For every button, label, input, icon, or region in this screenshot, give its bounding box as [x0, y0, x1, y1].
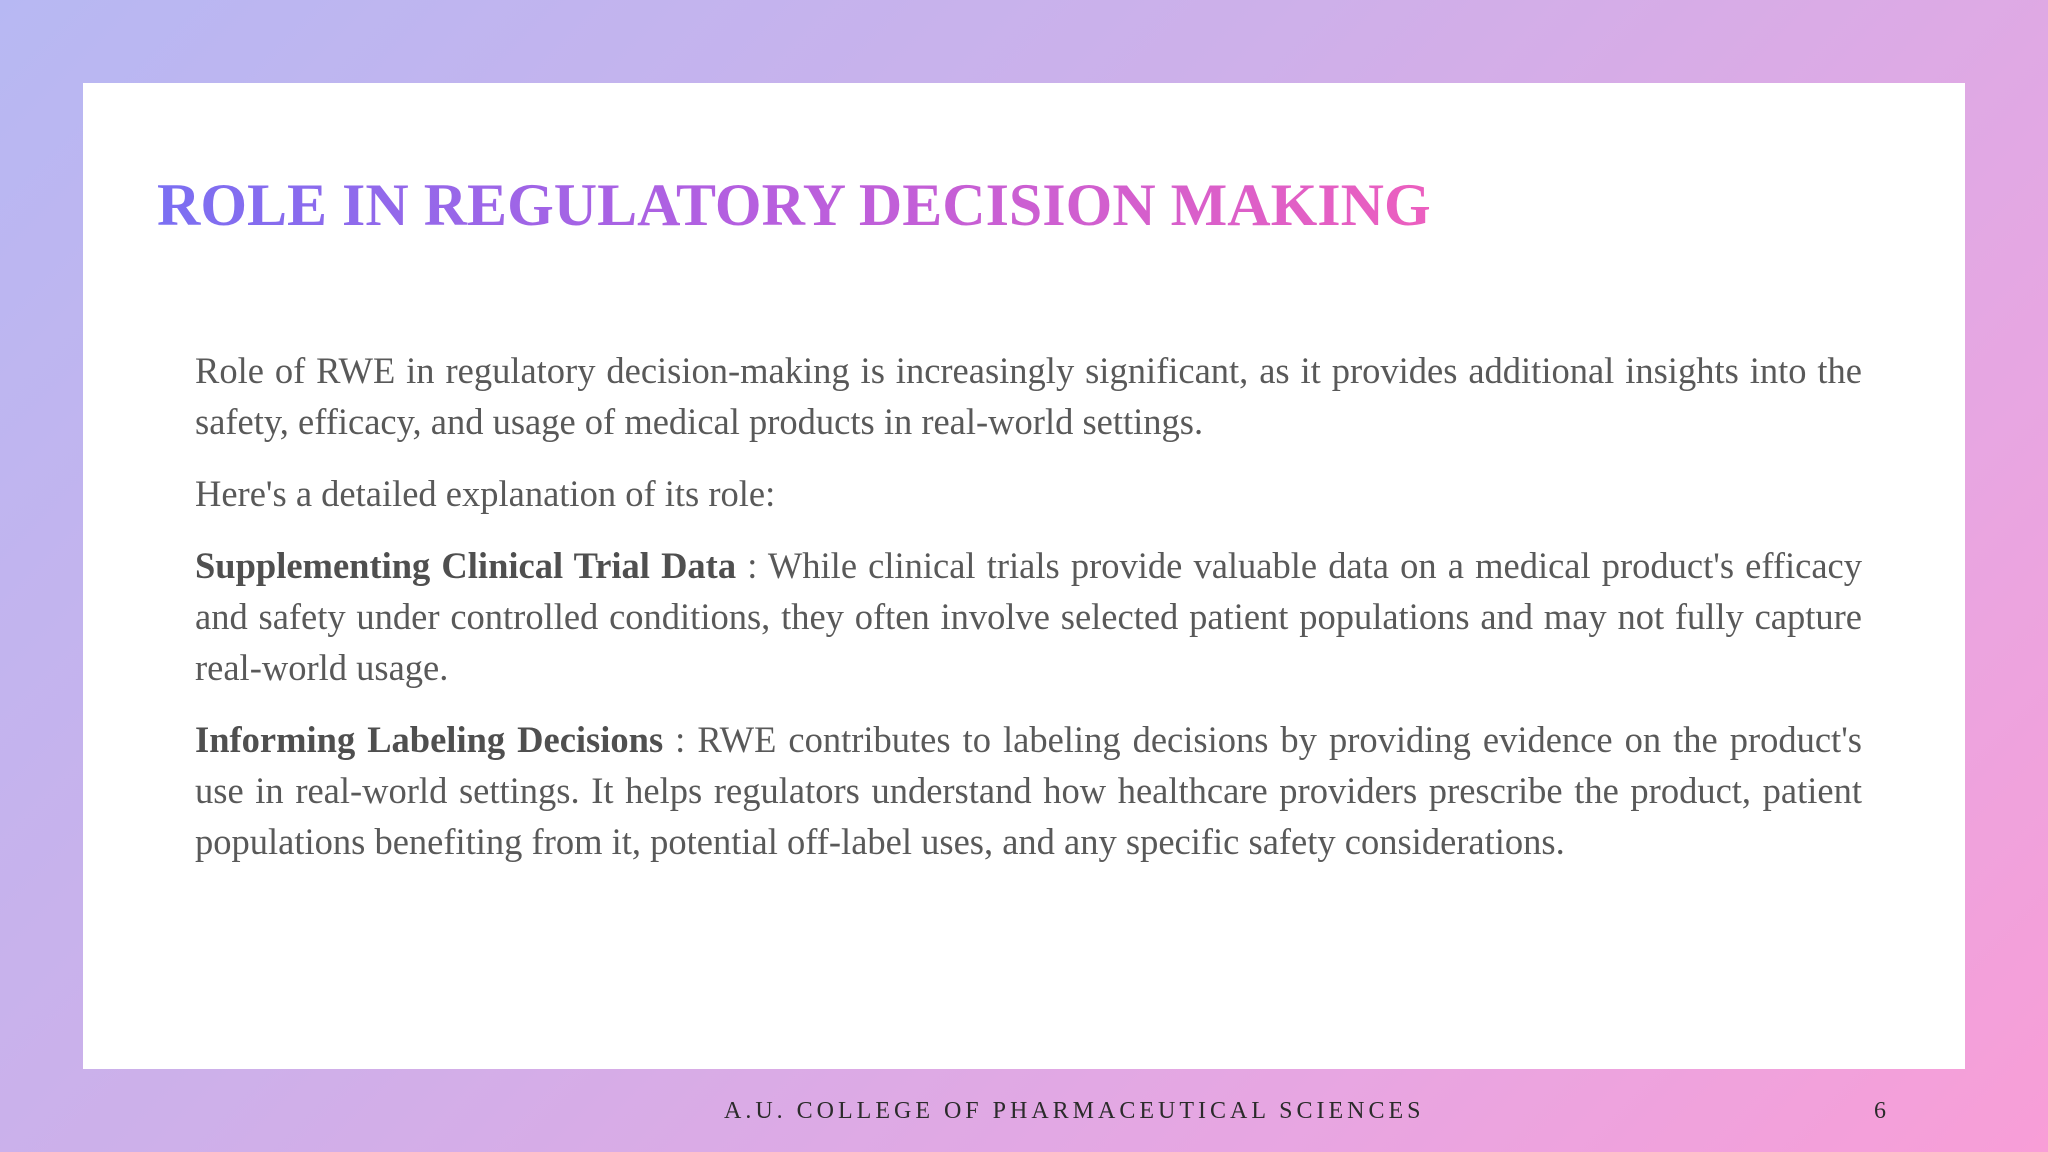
lead-paragraph: Here's a detailed explanation of its role: [195, 473, 776, 514]
slide-body [195, 345, 1862, 888]
point-supplementing-clinical-trial-data [195, 540, 1862, 693]
page-number: 6 [1874, 1098, 1886, 1124]
slide-card [83, 83, 1965, 1069]
slide-footer [0, 1096, 2048, 1126]
point-informing-labeling-decisions [195, 714, 1862, 867]
point-text: : While clinical trials provide valuable data on a medical product's efficacy and safety under controlled conditions, they often involve selected patient populations and may not fully capture real-world usage. [195, 545, 1863, 688]
slide-title: ROLE IN REGULATORY DECISION MAKING [157, 172, 1431, 238]
footer-institution: A.U. COLLEGE OF PHARMACEUTICAL SCIENCES [724, 1098, 1425, 1124]
point-heading: Informing Labeling Decisions [195, 719, 664, 760]
point-text: : RWE contributes to labeling decisions by providing evidence on the product's use in real-world settings. It helps regulators understand how healthcare providers prescribe the product, patient populations benefiting from it, potential off-label uses, and any specific safety considerations. [195, 719, 1862, 862]
intro-paragraph: Role of RWE in regulatory decision-making is increasingly significant, as it provides additional insights into the safety, efficacy, and usage of medical products in real-world settings. [195, 350, 1862, 442]
point-heading: Supplementing Clinical Trial Data [195, 545, 737, 586]
